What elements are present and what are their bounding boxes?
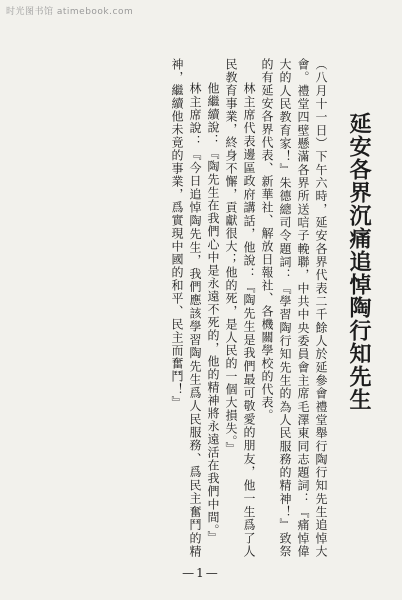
paragraph: 他繼續說：『陶先生在我們心中是永遠不死的，他的精神將永遠活在我們中間。』: [206, 82, 220, 544]
paragraph: 林主席代表邊區政府講話，他說：『陶先生是我們最可敬愛的朋友，他一生爲了人民教育事業，終身不懈，貢獻很大；他的死，是人民的一個大損失。』: [224, 58, 256, 558]
document-page: [10, 20, 392, 590]
paragraph: 林主席說：『今日追悼陶先生，我們應該學習陶先生爲人民服務、爲民主奮鬥的精神，繼續他未竟的事業，爲實現中國的和平、民主而奮鬥！』: [170, 58, 202, 558]
watermark: 时光图书馆 atimebook.com: [6, 7, 134, 17]
article-title: 延安各界沉痛追悼陶行知先生: [346, 112, 372, 411]
article-body: [20, 58, 330, 558]
paragraph: （八月十一日）下午六時，延安各界代表二千餘人於延參會禮堂舉行陶行知先生追悼大會。禮堂四壁懸滿各界所送唁子輓聯，中共中央委員會主席毛澤東同志題詞：『痛悼偉大的人民教育家！』朱德總司令題詞：『學習陶行知先生的為人民服務的精神！』致祭的有延安各界代表、新華社、解放日報社、各機關學校的代表。: [260, 58, 328, 558]
page-number: —1—: [182, 566, 220, 580]
